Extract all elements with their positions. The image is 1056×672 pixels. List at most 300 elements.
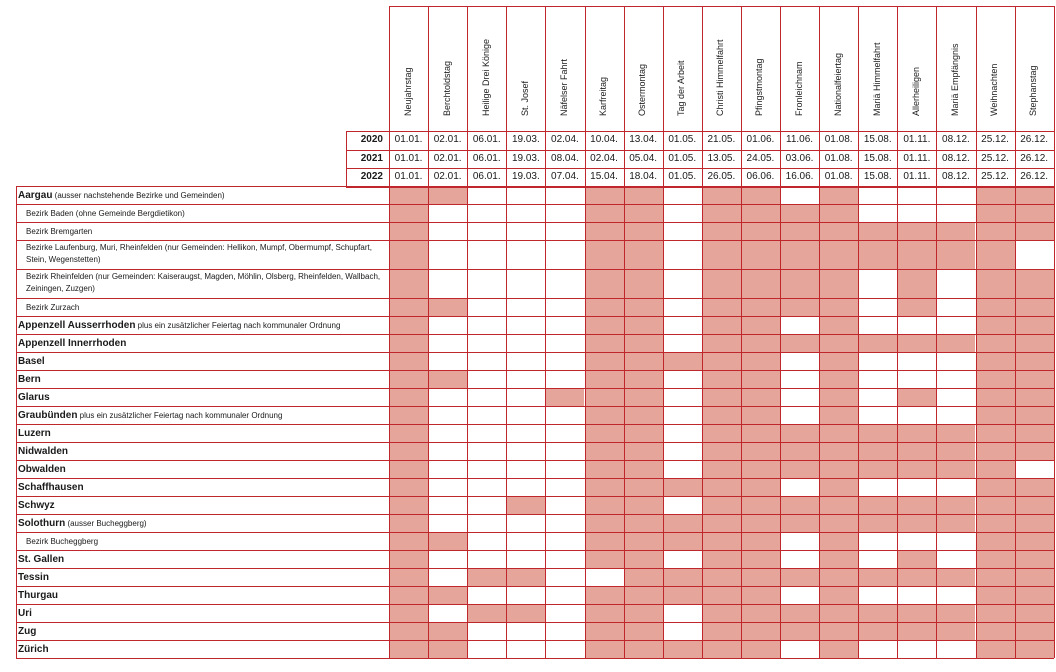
holiday-cell <box>506 424 545 442</box>
holiday-cell <box>467 352 506 370</box>
region-label <box>18 480 383 495</box>
grid-hline <box>16 640 1054 641</box>
grid-vline <box>1015 6 1016 658</box>
holiday-cell <box>585 622 624 640</box>
holiday-cell <box>389 352 428 370</box>
holiday-cell <box>585 316 624 334</box>
holiday-cell <box>545 460 584 478</box>
grid-vline <box>741 6 742 658</box>
holiday-date: 19.03. <box>511 171 540 182</box>
holiday-cell <box>741 460 780 478</box>
holiday-cell <box>976 269 1015 298</box>
holiday-cell <box>858 622 897 640</box>
holiday-cell <box>858 204 897 222</box>
holiday-cell <box>780 240 819 269</box>
holiday-header <box>780 6 819 130</box>
holiday-date: 06.01. <box>472 134 501 145</box>
holiday-header <box>545 6 584 130</box>
grid-hline <box>16 604 1054 605</box>
holiday-date: 16.06. <box>785 171 814 182</box>
holiday-cell <box>936 478 975 496</box>
holiday-date: 08.12. <box>942 152 970 164</box>
holiday-cell <box>741 442 780 460</box>
holiday-cell <box>936 186 975 204</box>
holiday-cell <box>467 604 506 622</box>
holiday-cell <box>741 586 780 604</box>
holiday-cell <box>624 586 663 604</box>
holiday-name: Karfreitag <box>598 76 609 116</box>
holiday-cell <box>506 568 545 586</box>
holiday-cell <box>467 186 506 204</box>
holiday-cell <box>624 622 663 640</box>
region-label <box>18 354 383 369</box>
holiday-cell <box>663 269 702 298</box>
holiday-cell <box>1015 204 1054 222</box>
holiday-cell <box>624 316 663 334</box>
holiday-cell <box>624 568 663 586</box>
holiday-cell <box>897 186 936 204</box>
holiday-header <box>819 6 858 130</box>
holiday-header <box>1015 6 1054 130</box>
holiday-cell <box>741 298 780 316</box>
holiday-cell <box>428 406 467 424</box>
holiday-cell <box>780 640 819 658</box>
holiday-date: 01.01. <box>394 152 423 164</box>
holiday-date: 01.08. <box>824 171 853 182</box>
region-label <box>18 318 383 333</box>
holiday-cell <box>428 586 467 604</box>
grid-vline <box>702 6 703 658</box>
holiday-cell <box>858 334 897 352</box>
holiday-date: 01.01. <box>394 171 423 182</box>
holiday-cell <box>663 568 702 586</box>
holiday-cell <box>897 406 936 424</box>
holiday-name: Mariä Empfängnis <box>949 43 960 116</box>
holiday-cell <box>897 496 936 514</box>
holiday-date: 25.12. <box>981 134 1009 145</box>
holiday-cell <box>624 298 663 316</box>
region-name: Zug <box>18 626 37 637</box>
holiday-header <box>702 6 741 130</box>
holiday-cell <box>897 550 936 568</box>
holiday-cell <box>858 240 897 269</box>
holiday-cell <box>624 496 663 514</box>
region-label <box>18 336 383 351</box>
holiday-cell <box>389 442 428 460</box>
holiday-cell <box>389 406 428 424</box>
holiday-cell <box>624 424 663 442</box>
grid-hline <box>16 478 1054 479</box>
region-label <box>18 498 383 513</box>
holiday-cell <box>389 532 428 550</box>
holiday-cell <box>624 514 663 532</box>
holiday-cell <box>389 298 428 316</box>
region-name: Schaffhausen <box>18 482 84 493</box>
holiday-cell <box>936 496 975 514</box>
holiday-cell <box>702 388 741 406</box>
holiday-cell <box>585 352 624 370</box>
holiday-cell <box>1015 186 1054 204</box>
holiday-cell <box>780 316 819 334</box>
holiday-cell <box>428 298 467 316</box>
holiday-cell <box>663 222 702 240</box>
holiday-cell <box>702 298 741 316</box>
holiday-cell <box>585 424 624 442</box>
holiday-cell <box>1015 478 1054 496</box>
holiday-date: 18.04. <box>629 171 658 182</box>
holiday-date: 19.03. <box>511 134 540 145</box>
holiday-cell <box>428 370 467 388</box>
holiday-cell <box>780 442 819 460</box>
holiday-cell <box>389 424 428 442</box>
holiday-cell <box>702 334 741 352</box>
region-label <box>18 188 383 203</box>
grid-vline <box>585 6 586 658</box>
holiday-cell <box>467 460 506 478</box>
holiday-cell <box>819 269 858 298</box>
holiday-cell <box>663 204 702 222</box>
holiday-cell <box>897 568 936 586</box>
holiday-cell <box>702 406 741 424</box>
holiday-name: Heilige Drei Könige <box>480 38 491 116</box>
holiday-cell <box>741 388 780 406</box>
holiday-cell <box>467 496 506 514</box>
holiday-cell <box>897 532 936 550</box>
holiday-cell <box>858 568 897 586</box>
holiday-cell <box>545 298 584 316</box>
holiday-cell <box>897 514 936 532</box>
holiday-name: Weihnachten <box>989 63 1000 116</box>
holiday-cell <box>780 532 819 550</box>
region-label <box>18 570 383 585</box>
region-name: Bern <box>18 374 41 385</box>
holiday-cell <box>897 352 936 370</box>
holiday-cell <box>702 478 741 496</box>
holiday-cell <box>585 514 624 532</box>
holiday-cell <box>1015 496 1054 514</box>
grid-hline <box>16 550 1054 551</box>
holiday-date: 10.04. <box>590 134 618 145</box>
holiday-name: Stephanstag <box>1028 65 1039 116</box>
grid-hline <box>16 204 1054 205</box>
holiday-cell <box>663 550 702 568</box>
holiday-cell <box>545 478 584 496</box>
holiday-cell <box>428 604 467 622</box>
holiday-cell <box>545 370 584 388</box>
holiday-cell <box>389 640 428 658</box>
holiday-cell <box>585 240 624 269</box>
holiday-cell <box>780 568 819 586</box>
holiday-header <box>585 6 624 130</box>
holiday-cell <box>585 640 624 658</box>
holiday-cell <box>428 204 467 222</box>
holiday-cell <box>741 334 780 352</box>
grid-hline <box>389 6 1054 7</box>
holiday-cell <box>819 204 858 222</box>
holiday-cell <box>897 204 936 222</box>
holiday-cell <box>389 204 428 222</box>
holiday-cell <box>663 240 702 269</box>
holiday-cell <box>702 604 741 622</box>
holiday-cell <box>819 370 858 388</box>
holiday-cell <box>545 334 584 352</box>
holiday-cell <box>702 370 741 388</box>
holiday-date: 25.12. <box>981 152 1009 164</box>
holiday-cell <box>976 640 1015 658</box>
grid-vline <box>545 6 546 658</box>
holiday-cell <box>467 532 506 550</box>
holiday-cell <box>545 240 584 269</box>
holiday-cell <box>389 388 428 406</box>
holiday-name: Pfingstmontag <box>754 58 765 116</box>
holiday-cell <box>897 442 936 460</box>
region-name: Bezirk Baden (ohne Gemeinde Bergdietikon) <box>26 209 185 218</box>
grid-vline <box>16 186 17 658</box>
holiday-date: 02.01. <box>433 171 462 182</box>
holiday-date: 06.06. <box>746 171 775 182</box>
holiday-cell <box>467 240 506 269</box>
holiday-cell <box>545 424 584 442</box>
holiday-cell <box>506 240 545 269</box>
region-label <box>26 206 383 221</box>
holiday-cell <box>858 586 897 604</box>
holiday-cell <box>1015 622 1054 640</box>
holiday-cell <box>936 622 975 640</box>
holiday-cell <box>585 532 624 550</box>
holiday-cell <box>467 586 506 604</box>
region-label <box>18 606 383 621</box>
holiday-cell <box>545 186 584 204</box>
region-name: Appenzell Innerrhoden <box>18 338 127 349</box>
holiday-cell <box>506 186 545 204</box>
holiday-cell <box>858 186 897 204</box>
holiday-cell <box>936 532 975 550</box>
holiday-cell <box>428 622 467 640</box>
holiday-cell <box>819 640 858 658</box>
holiday-cell <box>428 240 467 269</box>
grid-vline <box>858 6 859 658</box>
holiday-date: 03.06. <box>785 152 814 164</box>
region-name: Schwyz <box>18 500 55 511</box>
holiday-cell <box>506 269 545 298</box>
holiday-date: 08.12. <box>942 171 970 182</box>
grid-hline <box>16 442 1054 443</box>
holiday-cell <box>624 204 663 222</box>
holiday-cell <box>702 568 741 586</box>
holiday-cell <box>663 604 702 622</box>
holiday-cell <box>858 222 897 240</box>
holiday-cell <box>741 604 780 622</box>
grid-hline <box>16 186 1054 187</box>
holiday-cell <box>702 316 741 334</box>
holiday-cell <box>976 442 1015 460</box>
holiday-cell <box>1015 269 1054 298</box>
region-label <box>26 224 383 239</box>
holiday-cell <box>858 514 897 532</box>
holiday-cell <box>741 204 780 222</box>
holiday-cell <box>741 269 780 298</box>
region-label <box>18 588 383 603</box>
holiday-date: 02.04. <box>590 152 618 164</box>
holiday-cell <box>585 222 624 240</box>
holiday-cell <box>976 532 1015 550</box>
grid-hline <box>16 298 1054 299</box>
holiday-cell <box>976 388 1015 406</box>
holiday-cell <box>897 334 936 352</box>
holiday-cell <box>702 586 741 604</box>
region-name: Bezirk Rheinfelden (nur Gemeinden: Kaiseraugst, Magden, Möhlin, Olsberg, Rheinfelden, Wallbach, Zeiningen, Zuzgen) <box>26 272 381 293</box>
holiday-cell <box>585 406 624 424</box>
grid-vline <box>467 6 468 658</box>
holiday-cell <box>663 496 702 514</box>
holiday-cell <box>663 186 702 204</box>
holiday-cell <box>976 406 1015 424</box>
holiday-cell <box>585 568 624 586</box>
holiday-cell <box>741 478 780 496</box>
holiday-date: 13.04. <box>629 134 658 145</box>
holiday-cell <box>585 334 624 352</box>
holiday-cell <box>819 478 858 496</box>
grid-hline <box>16 460 1054 461</box>
holiday-cell <box>428 550 467 568</box>
holiday-cell <box>506 388 545 406</box>
holiday-cell <box>780 478 819 496</box>
holiday-cell <box>663 442 702 460</box>
holiday-cell <box>545 204 584 222</box>
holiday-cell <box>663 424 702 442</box>
holiday-cell <box>467 478 506 496</box>
region-label <box>18 372 383 387</box>
holiday-cell <box>585 460 624 478</box>
holiday-cell <box>897 370 936 388</box>
holiday-cell <box>702 352 741 370</box>
holiday-cell <box>389 496 428 514</box>
holiday-date: 26.05. <box>707 171 736 182</box>
holiday-cell <box>389 240 428 269</box>
holiday-cell <box>389 604 428 622</box>
holiday-date: 01.05. <box>668 134 697 145</box>
holiday-name: Christi Himmelfahrt <box>715 39 726 116</box>
holiday-cell <box>741 406 780 424</box>
holiday-cell <box>819 532 858 550</box>
holiday-cell <box>545 550 584 568</box>
grid-hline <box>16 240 1054 241</box>
holiday-cell <box>702 640 741 658</box>
holiday-date: 01.01. <box>394 134 423 145</box>
holiday-cell <box>780 460 819 478</box>
holiday-cell <box>467 204 506 222</box>
holiday-date: 19.03. <box>511 152 540 164</box>
holiday-cell <box>741 316 780 334</box>
holiday-cell <box>897 640 936 658</box>
grid-vline <box>389 6 390 658</box>
holiday-cell <box>976 622 1015 640</box>
holiday-cell <box>467 622 506 640</box>
grid-vline <box>624 6 625 658</box>
holiday-cell <box>467 640 506 658</box>
grid-vline <box>897 6 898 658</box>
holiday-cell <box>1015 222 1054 240</box>
holiday-cell <box>389 316 428 334</box>
holiday-cell <box>663 586 702 604</box>
holiday-cell <box>506 496 545 514</box>
region-label <box>18 390 383 405</box>
grid-hline <box>16 316 1054 317</box>
holiday-cell <box>389 550 428 568</box>
holiday-date: 26.12. <box>1020 171 1049 182</box>
grid-hline <box>346 168 1054 169</box>
holiday-cell <box>741 550 780 568</box>
holiday-cell <box>1015 604 1054 622</box>
holiday-cell <box>936 370 975 388</box>
holiday-cell <box>819 388 858 406</box>
holiday-cell <box>506 586 545 604</box>
holiday-cell <box>897 222 936 240</box>
holiday-cell <box>1015 370 1054 388</box>
holiday-cell <box>585 550 624 568</box>
holiday-cell <box>1015 388 1054 406</box>
holiday-cell <box>506 460 545 478</box>
holiday-cell <box>897 316 936 334</box>
holiday-cell <box>858 460 897 478</box>
holiday-cell <box>780 222 819 240</box>
holiday-cell <box>663 316 702 334</box>
holiday-cell <box>936 640 975 658</box>
holiday-cell <box>624 478 663 496</box>
holiday-cell <box>780 269 819 298</box>
region-label <box>26 300 383 315</box>
holiday-cell <box>858 370 897 388</box>
holiday-date: 24.05. <box>746 152 775 164</box>
holiday-header <box>741 6 780 130</box>
holiday-cell <box>624 442 663 460</box>
holiday-cell <box>624 532 663 550</box>
holiday-header <box>936 6 975 130</box>
region-label <box>18 462 383 477</box>
holiday-cell <box>936 298 975 316</box>
holiday-cell <box>389 460 428 478</box>
holiday-cell <box>819 496 858 514</box>
holiday-cell <box>428 222 467 240</box>
holiday-cell <box>1015 240 1054 269</box>
region-name: Appenzell Ausserrhoden <box>18 320 136 331</box>
holiday-cell <box>585 478 624 496</box>
grid-hline <box>16 568 1054 569</box>
holiday-cell <box>1015 640 1054 658</box>
region-note: (ausser nachstehende Bezirke und Gemeinden) <box>52 191 225 200</box>
holiday-cell <box>741 222 780 240</box>
holiday-cell <box>976 204 1015 222</box>
holiday-cell <box>936 222 975 240</box>
holiday-name: St. Josef <box>519 80 530 116</box>
holiday-cell <box>467 514 506 532</box>
region-note: plus ein zusätzlicher Feiertag nach kommunaler Ordnung <box>135 321 341 330</box>
holiday-cell <box>1015 586 1054 604</box>
holiday-cell <box>545 388 584 406</box>
holiday-date: 15.08. <box>863 134 892 145</box>
holiday-cell <box>545 514 584 532</box>
holiday-cell <box>506 478 545 496</box>
holiday-date: 01.08. <box>824 152 853 164</box>
holiday-cell <box>819 604 858 622</box>
holiday-cell <box>702 240 741 269</box>
holiday-cell <box>741 568 780 586</box>
holiday-cell <box>936 424 975 442</box>
holiday-cell <box>624 604 663 622</box>
holiday-cell <box>702 460 741 478</box>
holiday-date: 05.04. <box>629 152 658 164</box>
grid-hline <box>16 622 1054 623</box>
